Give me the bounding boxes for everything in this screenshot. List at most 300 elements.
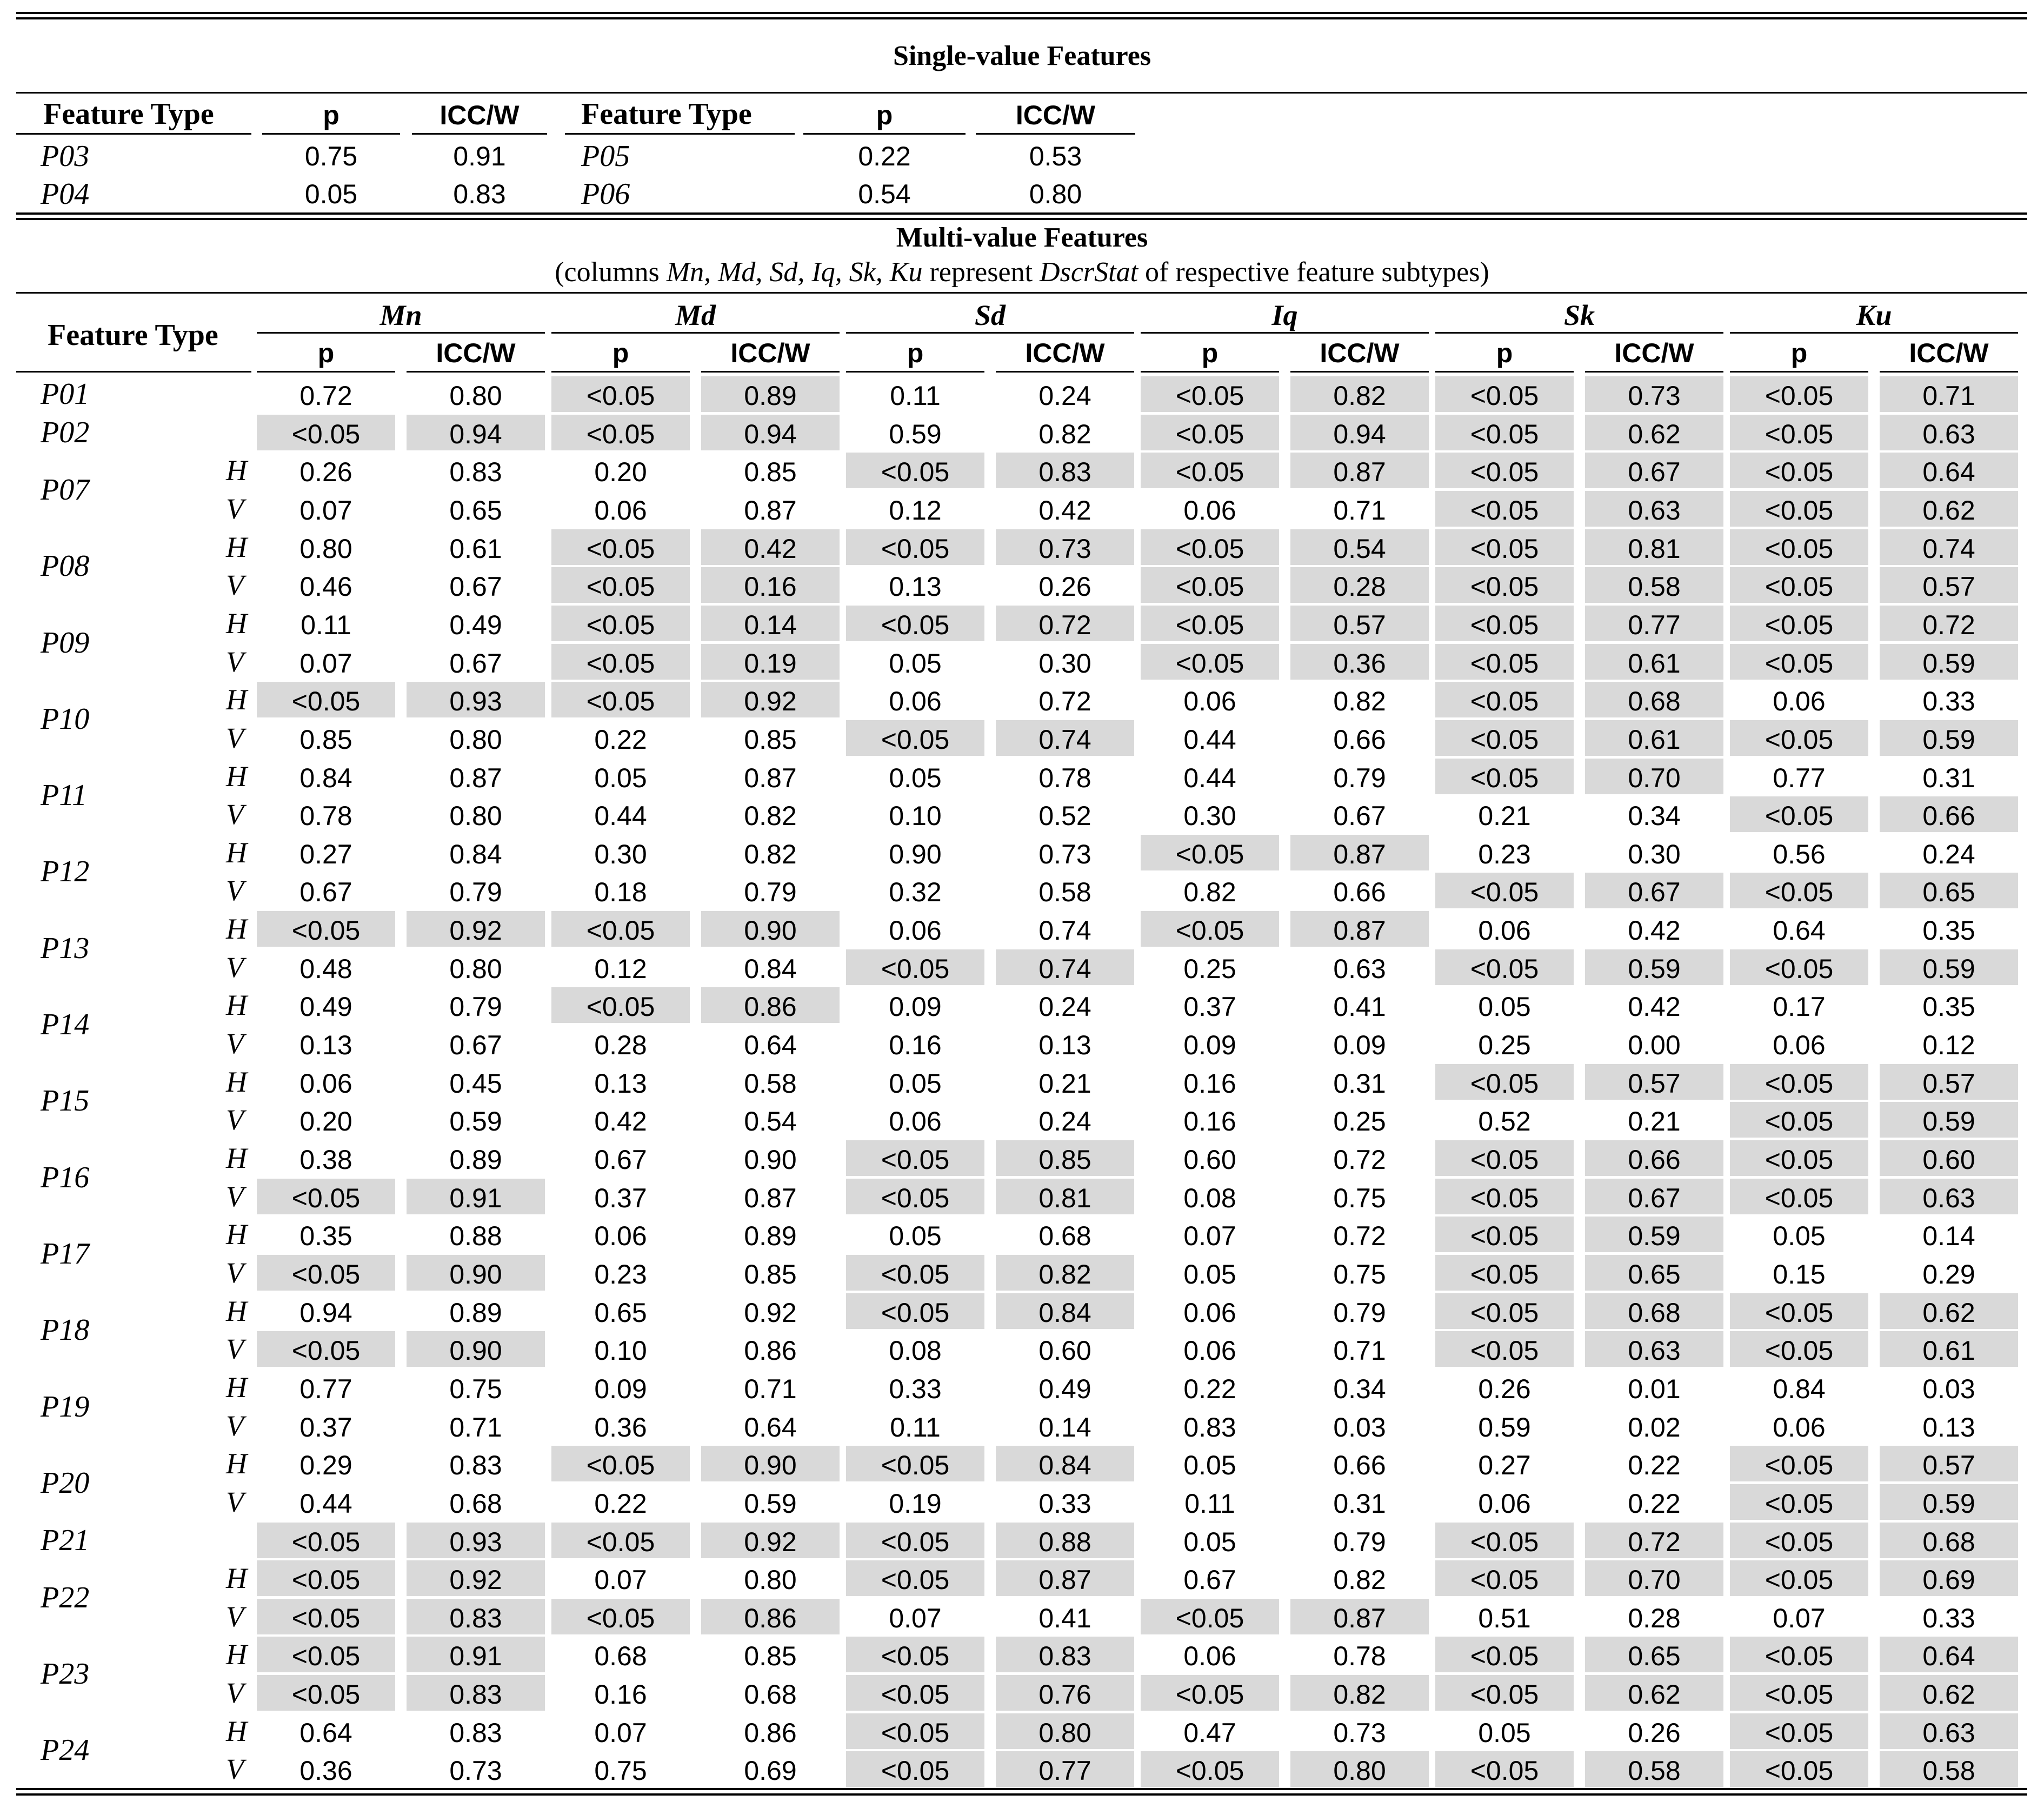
- p-value-cell: 0.38: [299, 1145, 352, 1175]
- p-value-cell: 0.05: [889, 762, 942, 793]
- p-value-cell: <0.05: [551, 1523, 690, 1558]
- p-value-cell: 0.60: [1183, 1145, 1236, 1175]
- p-value-cell: <0.05: [1730, 1331, 1868, 1367]
- icc-value-cell: 0.92: [407, 911, 545, 947]
- icc-value-cell: 0.81: [1585, 529, 1723, 565]
- icc-value-cell: 0.61: [1880, 1331, 2018, 1367]
- p-value-cell: <0.05: [846, 606, 984, 641]
- icc-value-cell: 0.93: [407, 682, 545, 717]
- p-value-cell: 0.07: [594, 1717, 647, 1748]
- single-header-feature-type-left: Feature Type: [43, 97, 214, 131]
- p-value-cell: <0.05: [551, 415, 690, 450]
- orientation-label: V: [226, 1027, 244, 1060]
- p-value-cell: 0.10: [889, 801, 942, 832]
- p-value-cell: 0.18: [594, 877, 647, 908]
- p-value-cell: 0.25: [1183, 953, 1236, 984]
- p-value-cell: <0.05: [551, 987, 690, 1023]
- icc-value-cell: 0.80: [744, 1565, 797, 1596]
- bottom-double-rule-b: [16, 1793, 2027, 1796]
- p-value-cell: 0.90: [889, 839, 942, 869]
- icc-value-cell: 0.42: [1628, 915, 1681, 946]
- single-header-underline: [412, 133, 547, 135]
- p-value-cell: 0.05: [889, 648, 942, 679]
- icc-value-cell: 0.85: [744, 1259, 797, 1289]
- icc-value-cell: 0.94: [701, 415, 840, 450]
- feature-name: P09: [41, 626, 90, 660]
- group-header-sk: Sk: [1563, 299, 1595, 331]
- icc-value-cell: 0.35: [1922, 992, 1975, 1022]
- icc-value-cell: 0.67: [449, 571, 502, 602]
- group-header-ku: Ku: [1856, 299, 1892, 331]
- icc-value-cell: 0.72: [996, 606, 1134, 641]
- icc-value-cell: 0.64: [1880, 1637, 2018, 1672]
- icc-value-cell: 0.63: [1585, 491, 1723, 527]
- icc-value-cell: 0.86: [701, 1599, 840, 1634]
- p-value-cell: 0.06: [889, 686, 942, 717]
- p-value-cell: <0.05: [1435, 529, 1574, 565]
- icc-value-cell: 0.82: [1290, 1675, 1429, 1711]
- icc-value-cell: 0.58: [1880, 1751, 2018, 1787]
- p-value-cell: 0.06: [1773, 1412, 1826, 1443]
- icc-value-cell: 0.72: [1585, 1523, 1723, 1558]
- p-value-cell: <0.05: [1730, 376, 1868, 412]
- subheader-icc: ICC/W: [1320, 338, 1400, 368]
- p-value-cell: <0.05: [1435, 491, 1574, 527]
- p-value-cell: 0.21: [1478, 801, 1531, 832]
- icc-value-cell: 0.85: [744, 1641, 797, 1672]
- icc-value-cell: 0.74: [1880, 529, 2018, 565]
- subheader-underline: [551, 371, 690, 373]
- p-value-cell: 0.10: [594, 1335, 647, 1366]
- p-value-cell: <0.05: [1435, 376, 1574, 412]
- p-value-cell: 0.20: [594, 457, 647, 488]
- p-value-cell: <0.05: [1435, 1675, 1574, 1711]
- orientation-label: H: [226, 836, 247, 869]
- feature-name: P21: [41, 1523, 90, 1557]
- p-value-cell: <0.05: [1730, 720, 1868, 756]
- icc-value-cell: 0.71: [1880, 376, 2018, 412]
- orientation-label: H: [226, 1294, 247, 1327]
- feature-name: P13: [41, 931, 90, 965]
- p-value-cell: <0.05: [1435, 949, 1574, 985]
- icc-value-cell: 0.41: [1038, 1603, 1091, 1633]
- icc-value-cell: 0.24: [1038, 1106, 1091, 1137]
- p-value-cell: 0.30: [1183, 801, 1236, 832]
- p-value-cell: 0.37: [594, 1182, 647, 1213]
- icc-value-cell: 0.59: [1585, 1217, 1723, 1252]
- p-value-cell: 0.78: [299, 801, 352, 832]
- icc-value-cell: 0.62: [1585, 415, 1723, 450]
- icc-value-cell: 0.59: [1585, 949, 1723, 985]
- single-header-underline: [565, 133, 795, 135]
- p-value-cell: <0.05: [846, 1446, 984, 1481]
- subheader-underline: [257, 371, 395, 373]
- icc-value-cell: 0.26: [1628, 1717, 1681, 1748]
- p-value-cell: <0.05: [1730, 606, 1868, 641]
- icc-value-cell: 0.52: [1038, 801, 1091, 832]
- single-header-underline: [976, 133, 1135, 135]
- orientation-label: V: [226, 1104, 244, 1136]
- p-value-cell: <0.05: [1730, 1102, 1868, 1138]
- p-value-cell: <0.05: [1435, 1217, 1574, 1252]
- p-value-cell: 0.20: [299, 1106, 352, 1137]
- section-double-rule-b: [16, 218, 2027, 220]
- icc-value-cell: 0.84: [449, 839, 502, 869]
- p-value-cell: 0.05: [889, 1221, 942, 1252]
- icc-value-cell: 0.35: [1922, 915, 1975, 946]
- single-row-p: 0.75: [304, 141, 358, 171]
- p-value-cell: <0.05: [1435, 1523, 1574, 1558]
- single-header-icc-left: ICC/W: [440, 100, 520, 130]
- icc-value-cell: 0.84: [744, 953, 797, 984]
- p-value-cell: 0.05: [1183, 1526, 1236, 1557]
- group-header-sd: Sd: [974, 299, 1006, 331]
- orientation-label: H: [226, 760, 247, 793]
- p-value-cell: 0.06: [594, 495, 647, 526]
- icc-value-cell: 0.83: [449, 457, 502, 488]
- icc-value-cell: 0.90: [407, 1255, 545, 1291]
- icc-value-cell: 0.14: [1038, 1412, 1091, 1443]
- icc-value-cell: 0.33: [1038, 1488, 1091, 1519]
- p-value-cell: <0.05: [1435, 1179, 1574, 1214]
- multi-section-title: Multi-value Features: [896, 222, 1148, 253]
- p-value-cell: 0.26: [299, 457, 352, 488]
- icc-value-cell: 0.12: [1922, 1030, 1975, 1061]
- p-value-cell: <0.05: [257, 911, 395, 947]
- icc-value-cell: 0.78: [1333, 1641, 1386, 1672]
- subtitle-post: of respective feature subtypes): [1138, 257, 1489, 288]
- icc-value-cell: 0.92: [744, 1297, 797, 1328]
- orientation-label: V: [226, 1256, 244, 1289]
- p-value-cell: 0.44: [1183, 724, 1236, 755]
- icc-value-cell: 0.92: [407, 1560, 545, 1596]
- subheader-icc: ICC/W: [1909, 338, 1989, 368]
- icc-value-cell: 0.66: [1585, 1140, 1723, 1176]
- p-value-cell: 0.06: [889, 1106, 942, 1137]
- orientation-label: V: [226, 1485, 244, 1518]
- subheader-icc: ICC/W: [1614, 338, 1694, 368]
- single-header-p-right: p: [876, 100, 893, 130]
- icc-value-cell: 0.83: [996, 1637, 1134, 1672]
- icc-value-cell: 0.67: [1585, 873, 1723, 908]
- icc-value-cell: 0.33: [1922, 686, 1975, 717]
- p-value-cell: <0.05: [1730, 529, 1868, 565]
- orientation-label: V: [226, 1677, 244, 1710]
- p-value-cell: <0.05: [1435, 1751, 1574, 1787]
- icc-value-cell: 0.24: [1038, 992, 1091, 1022]
- p-value-cell: <0.05: [1435, 415, 1574, 450]
- icc-value-cell: 0.29: [1922, 1259, 1975, 1289]
- icc-value-cell: 0.92: [701, 1523, 840, 1558]
- p-value-cell: 0.67: [1183, 1565, 1236, 1596]
- orientation-label: H: [226, 1218, 247, 1251]
- single-row-icc: 0.53: [1029, 141, 1082, 171]
- feature-name: P08: [41, 549, 90, 583]
- icc-value-cell: 0.26: [1038, 571, 1091, 602]
- icc-value-cell: 0.60: [1038, 1335, 1091, 1366]
- single-header-feature-type-right: Feature Type: [581, 97, 752, 131]
- orientation-label: V: [226, 1409, 244, 1442]
- p-value-cell: 0.22: [1183, 1373, 1236, 1404]
- p-value-cell: 0.77: [1773, 762, 1826, 793]
- p-value-cell: 0.48: [299, 953, 352, 984]
- orientation-label: V: [226, 1600, 244, 1633]
- p-value-cell: 0.16: [889, 1030, 942, 1061]
- feature-name: P22: [41, 1580, 90, 1614]
- single-header-underline: [803, 133, 966, 135]
- p-value-cell: 0.27: [1478, 1450, 1531, 1481]
- p-value-cell: <0.05: [1435, 1064, 1574, 1100]
- icc-value-cell: 0.80: [449, 381, 502, 411]
- p-value-cell: <0.05: [1730, 1523, 1868, 1558]
- icc-value-cell: 0.89: [744, 1221, 797, 1252]
- p-value-cell: 0.72: [299, 381, 352, 411]
- subheader-underline: [846, 371, 984, 373]
- p-value-cell: <0.05: [1435, 1331, 1574, 1367]
- icc-value-cell: 0.72: [1038, 686, 1091, 717]
- subheader-p: p: [612, 338, 629, 368]
- p-value-cell: 0.08: [1183, 1182, 1236, 1213]
- p-value-cell: 0.22: [594, 1488, 647, 1519]
- subheader-icc: ICC/W: [1025, 338, 1105, 368]
- icc-value-cell: 0.82: [1290, 376, 1429, 412]
- p-value-cell: 0.64: [1773, 915, 1826, 946]
- p-value-cell: <0.05: [1435, 567, 1574, 603]
- icc-value-cell: 0.82: [744, 839, 797, 869]
- feature-name: P17: [41, 1237, 90, 1271]
- icc-value-cell: 0.59: [1880, 1484, 2018, 1520]
- feature-name: P20: [41, 1466, 90, 1500]
- group-header-md: Md: [675, 299, 716, 331]
- p-value-cell: <0.05: [551, 376, 690, 412]
- multi-title-rule: [16, 292, 2027, 294]
- p-value-cell: 0.05: [889, 1068, 942, 1099]
- icc-value-cell: 0.81: [996, 1179, 1134, 1214]
- p-value-cell: 0.06: [1773, 686, 1826, 717]
- p-value-cell: 0.16: [1183, 1068, 1236, 1099]
- group-header-underline: [846, 332, 1134, 334]
- icc-value-cell: 0.01: [1628, 1373, 1681, 1404]
- p-value-cell: <0.05: [257, 682, 395, 717]
- group-header-underline: [257, 332, 545, 334]
- subheader-icc: ICC/W: [436, 338, 516, 368]
- p-value-cell: <0.05: [1141, 453, 1279, 488]
- p-value-cell: <0.05: [846, 1140, 984, 1176]
- p-value-cell: <0.05: [1435, 682, 1574, 717]
- icc-value-cell: 0.89: [449, 1145, 502, 1175]
- p-value-cell: 0.42: [594, 1106, 647, 1137]
- orientation-label: V: [226, 950, 244, 983]
- icc-value-cell: 0.67: [1333, 801, 1386, 832]
- p-value-cell: <0.05: [257, 415, 395, 450]
- single-header-underline: [262, 133, 400, 135]
- icc-value-cell: 0.36: [1290, 644, 1429, 680]
- p-value-cell: 0.05: [1478, 1717, 1531, 1748]
- p-value-cell: <0.05: [1435, 873, 1574, 908]
- p-value-cell: 0.05: [1478, 992, 1531, 1022]
- icc-value-cell: 0.09: [1333, 1030, 1386, 1061]
- icc-value-cell: 0.83: [996, 453, 1134, 488]
- p-value-cell: 0.28: [594, 1030, 647, 1061]
- icc-value-cell: 0.66: [1880, 796, 2018, 832]
- icc-value-cell: 0.68: [1585, 682, 1723, 717]
- p-value-cell: <0.05: [1141, 1675, 1279, 1711]
- icc-value-cell: 0.64: [1880, 453, 2018, 488]
- single-row-name: P05: [581, 139, 630, 173]
- icc-value-cell: 0.78: [1038, 762, 1091, 793]
- subheader-p: p: [1201, 338, 1219, 368]
- icc-value-cell: 0.57: [1290, 606, 1429, 641]
- icc-value-cell: 0.87: [1290, 453, 1429, 488]
- subtitle-mid: represent: [922, 257, 1040, 288]
- icc-value-cell: 0.59: [1880, 949, 2018, 985]
- p-value-cell: 0.25: [1478, 1030, 1531, 1061]
- single-row-p: 0.54: [858, 179, 911, 209]
- orientation-label: H: [226, 1447, 247, 1480]
- p-value-cell: 0.06: [299, 1068, 352, 1099]
- icc-value-cell: 0.63: [1880, 1179, 2018, 1214]
- icc-value-cell: 0.74: [996, 720, 1134, 756]
- icc-value-cell: 0.31: [1333, 1068, 1386, 1099]
- subheader-p: p: [317, 338, 335, 368]
- p-value-cell: <0.05: [1730, 1675, 1868, 1711]
- icc-value-cell: 0.63: [1333, 953, 1386, 984]
- p-value-cell: 0.13: [299, 1030, 352, 1061]
- p-value-cell: 0.06: [1478, 915, 1531, 946]
- single-row-icc: 0.83: [453, 179, 506, 209]
- p-value-cell: <0.05: [846, 453, 984, 488]
- icc-value-cell: 0.69: [1880, 1560, 2018, 1596]
- p-value-cell: <0.05: [1730, 796, 1868, 832]
- icc-value-cell: 0.14: [701, 606, 840, 641]
- subtitle-stat: DscrStat: [1040, 257, 1138, 288]
- orientation-label: V: [226, 569, 244, 602]
- p-value-cell: 0.29: [299, 1450, 352, 1481]
- icc-value-cell: 0.88: [449, 1221, 502, 1252]
- icc-value-cell: 0.68: [1585, 1293, 1723, 1329]
- p-value-cell: 0.37: [1183, 992, 1236, 1022]
- icc-value-cell: 0.76: [996, 1675, 1134, 1711]
- icc-value-cell: 0.86: [744, 1717, 797, 1748]
- feature-name: P23: [41, 1657, 90, 1691]
- p-value-cell: <0.05: [1730, 873, 1868, 908]
- p-value-cell: 0.75: [594, 1756, 647, 1786]
- subheader-p: p: [1496, 338, 1513, 368]
- single-title-rule: [16, 92, 2027, 94]
- single-row-name: P04: [41, 177, 90, 211]
- subheader-underline: [1290, 371, 1429, 373]
- icc-value-cell: 0.49: [449, 609, 502, 640]
- p-value-cell: <0.05: [1730, 949, 1868, 985]
- p-value-cell: 0.09: [594, 1373, 647, 1404]
- icc-value-cell: 0.62: [1880, 1675, 2018, 1711]
- icc-value-cell: 0.66: [1333, 724, 1386, 755]
- p-value-cell: <0.05: [846, 720, 984, 756]
- p-value-cell: 0.36: [299, 1756, 352, 1786]
- icc-value-cell: 0.79: [1333, 1297, 1386, 1328]
- p-value-cell: 0.33: [889, 1373, 942, 1404]
- orientation-label: V: [226, 492, 244, 525]
- single-header-underline: [16, 133, 251, 135]
- icc-value-cell: 0.65: [1880, 873, 2018, 908]
- subheader-underline: [1141, 371, 1279, 373]
- p-value-cell: 0.06: [1478, 1488, 1531, 1519]
- icc-value-cell: 0.67: [449, 1030, 502, 1061]
- p-value-cell: 0.06: [1183, 686, 1236, 717]
- p-value-cell: <0.05: [551, 911, 690, 947]
- icc-value-cell: 0.69: [744, 1756, 797, 1786]
- icc-value-cell: 0.30: [1628, 839, 1681, 869]
- subheader-icc: ICC/W: [730, 338, 810, 368]
- section-double-rule-a: [16, 212, 2027, 215]
- icc-value-cell: 0.79: [1333, 1526, 1386, 1557]
- p-value-cell: <0.05: [1730, 1179, 1868, 1214]
- p-value-cell: <0.05: [257, 1675, 395, 1711]
- feature-name: P19: [41, 1390, 90, 1424]
- p-value-cell: <0.05: [846, 1293, 984, 1329]
- multi-header-feature-type: Feature Type: [48, 318, 218, 352]
- p-value-cell: <0.05: [1730, 1446, 1868, 1481]
- group-header-mn: Mn: [379, 299, 422, 331]
- p-value-cell: <0.05: [551, 1599, 690, 1634]
- p-value-cell: 0.05: [1183, 1450, 1236, 1481]
- icc-value-cell: 0.57: [1585, 1064, 1723, 1100]
- orientation-label: V: [226, 645, 244, 678]
- p-value-cell: 0.09: [1183, 1030, 1236, 1061]
- icc-value-cell: 0.28: [1290, 567, 1429, 603]
- p-value-cell: 0.12: [594, 953, 647, 984]
- icc-value-cell: 0.75: [449, 1373, 502, 1404]
- p-value-cell: <0.05: [846, 1751, 984, 1787]
- subheader-underline: [407, 371, 545, 373]
- icc-value-cell: 0.70: [1585, 759, 1723, 794]
- single-row-icc: 0.91: [453, 141, 506, 171]
- icc-value-cell: 0.82: [744, 801, 797, 832]
- icc-value-cell: 0.64: [744, 1030, 797, 1061]
- icc-value-cell: 0.65: [1585, 1637, 1723, 1672]
- orientation-label: H: [226, 454, 247, 487]
- p-value-cell: 0.11: [890, 381, 941, 411]
- icc-value-cell: 0.49: [1038, 1373, 1091, 1404]
- orientation-label: H: [226, 607, 247, 640]
- icc-value-cell: 0.83: [407, 1675, 545, 1711]
- p-value-cell: <0.05: [846, 1637, 984, 1672]
- p-value-cell: 0.05: [1183, 1259, 1236, 1289]
- icc-value-cell: 0.31: [1333, 1488, 1386, 1519]
- icc-value-cell: 0.83: [449, 1450, 502, 1481]
- p-value-cell: <0.05: [1435, 1637, 1574, 1672]
- icc-value-cell: 0.87: [744, 495, 797, 526]
- group-header-underline: [1730, 332, 2018, 334]
- p-value-cell: 0.44: [594, 801, 647, 832]
- p-value-cell: 0.47: [1183, 1717, 1236, 1748]
- icc-value-cell: 0.77: [1585, 606, 1723, 641]
- icc-value-cell: 0.90: [744, 1145, 797, 1175]
- p-value-cell: 0.06: [889, 915, 942, 946]
- p-value-cell: <0.05: [846, 1255, 984, 1291]
- icc-value-cell: 0.22: [1628, 1450, 1681, 1481]
- p-value-cell: <0.05: [1730, 491, 1868, 527]
- icc-value-cell: 0.92: [701, 682, 840, 717]
- icc-value-cell: 0.54: [1290, 529, 1429, 565]
- icc-value-cell: 0.59: [1880, 1102, 2018, 1138]
- subtitle-cols: Mn, Md, Sd, Iq, Sk, Ku: [666, 257, 923, 288]
- icc-value-cell: 0.90: [407, 1331, 545, 1367]
- p-value-cell: <0.05: [1730, 453, 1868, 488]
- single-header-p-left: p: [323, 100, 339, 130]
- p-value-cell: <0.05: [1730, 1637, 1868, 1672]
- p-value-cell: <0.05: [1730, 415, 1868, 450]
